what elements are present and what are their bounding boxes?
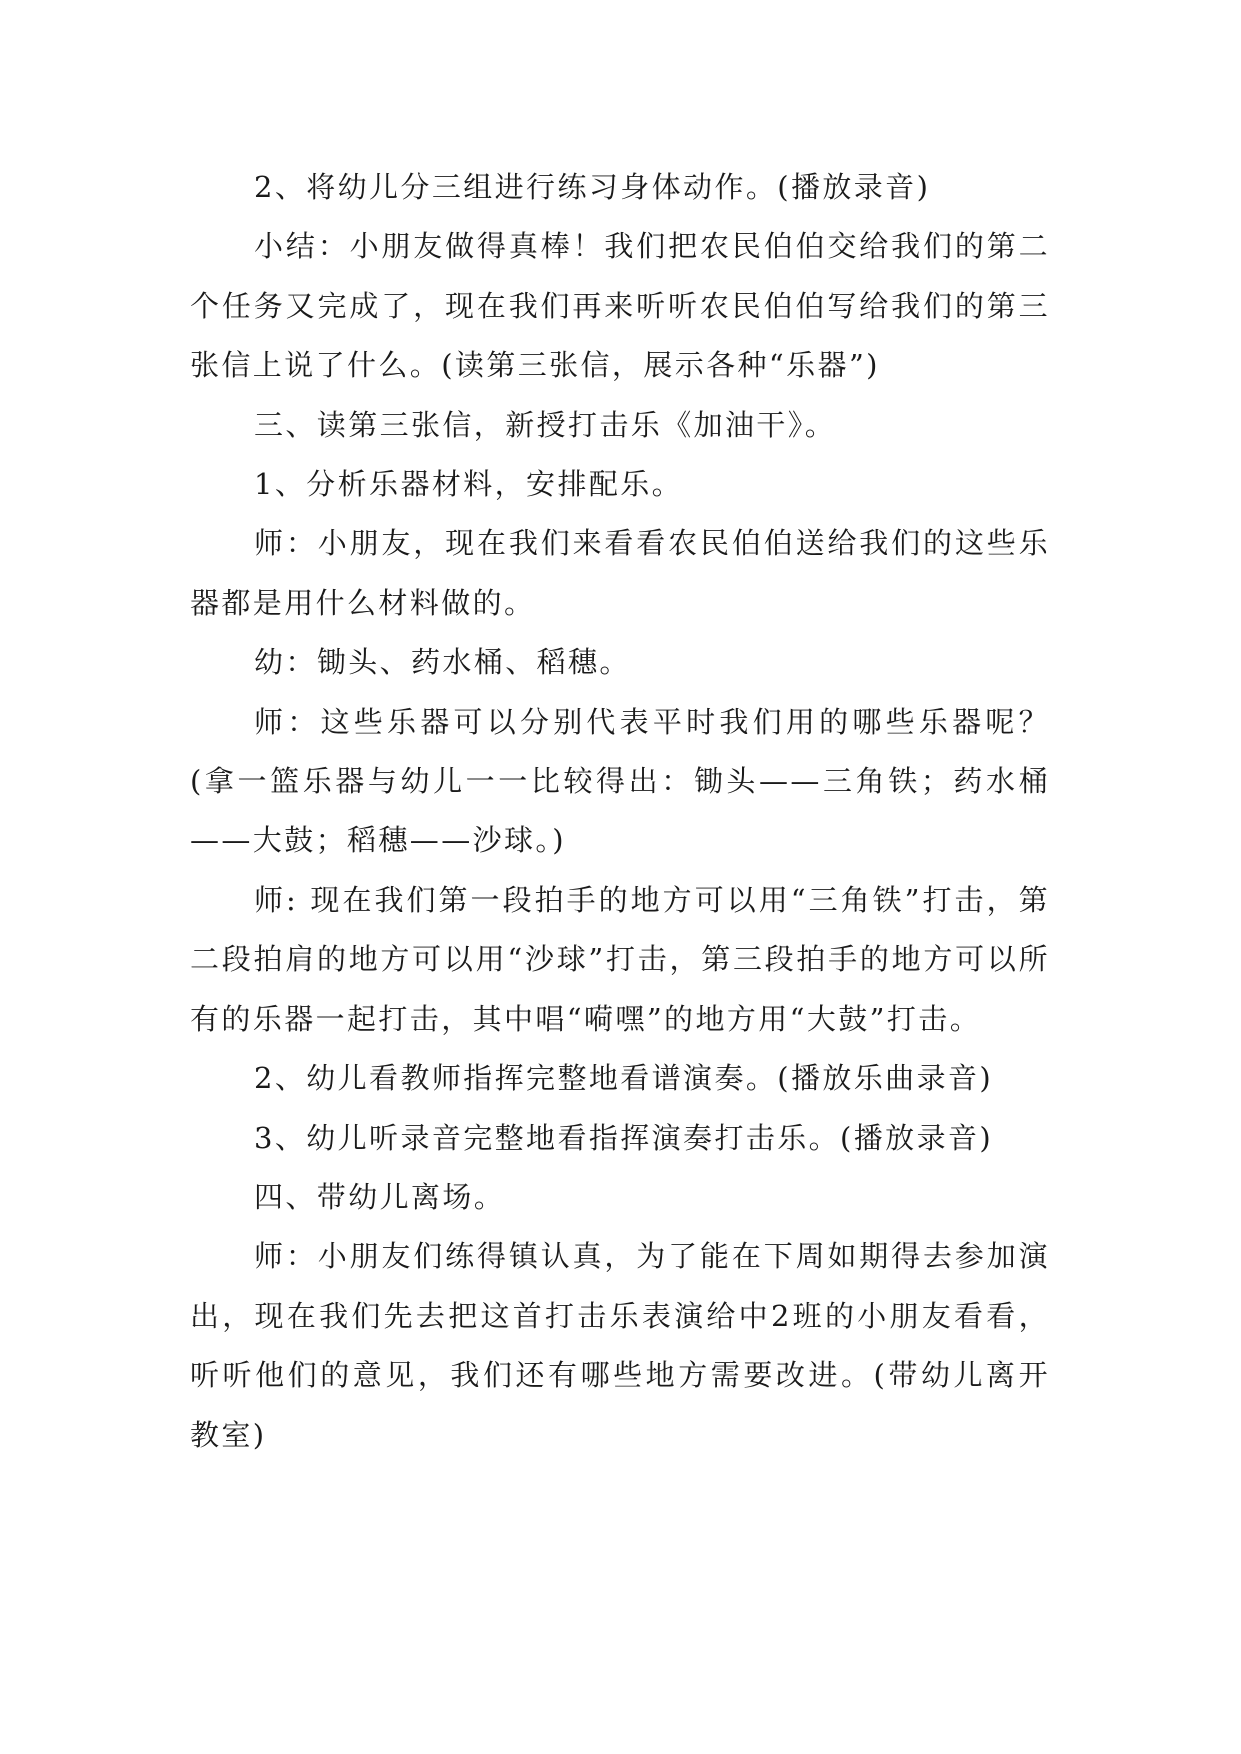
paragraph-child-answer: 幼：锄头、药水桶、稻穗。 (254, 645, 631, 680)
paragraph-teacher-instructions: 师: 现在我们第一段拍手的地方可以用“三角铁”打击，第二段拍肩的地方可以用“沙球”打击，第三段拍手的地方可以所有的乐器一起打击，其中唱“嗬嘿”的地方用“大鼓”打击。 (190, 882, 1050, 1036)
paragraph-step-2-practice: 2、将幼儿分三组进行练习身体动作。(播放录音) (254, 170, 931, 204)
paragraph-summary: 小结：小朋友做得真棒！我们把农民伯伯交给我们的第二个任务又完成了，现在我们再来听听农民伯伯写给我们的第三张信上说了什么。(读第三张信，展示各种“乐器”) (190, 229, 1050, 383)
paragraph-teacher-question-instruments: 师：这些乐器可以分别代表平时我们用的哪些乐器呢？(拿一篮乐器与幼儿一一比较得出：锄头——三角铁；药水桶——大鼓；稻穗——沙球。) (190, 704, 1050, 858)
paragraph-section-3-heading: 三、读第三张信，新授打击乐《加油干》。 (254, 407, 837, 442)
paragraph-step-3-perform: 3、幼儿听录音完整地看指挥演奏打击乐。(播放录音) (254, 1120, 994, 1155)
paragraph-section-4-heading: 四、带幼儿离场。 (254, 1179, 506, 1214)
paragraph-step-2-perform: 2、幼儿看教师指挥完整地看谱演奏。(播放乐曲录音) (254, 1061, 994, 1096)
document-body (190, 158, 1050, 1465)
paragraph-step-1-analyze: 1、分析乐器材料，安排配乐。 (254, 467, 684, 502)
paragraph-teacher-closing: 师：小朋友们练得镇认真，为了能在下周如期得去参加演出，现在我们先去把这首打击乐表演给中2班的小朋友看看，听听他们的意见，我们还有哪些地方需要改进。(带幼儿离开教室) (190, 1239, 1050, 1452)
paragraph-teacher-question-materials: 师：小朋友，现在我们来看看农民伯伯送给我们的这些乐器都是用什么材料做的。 (190, 526, 1050, 620)
